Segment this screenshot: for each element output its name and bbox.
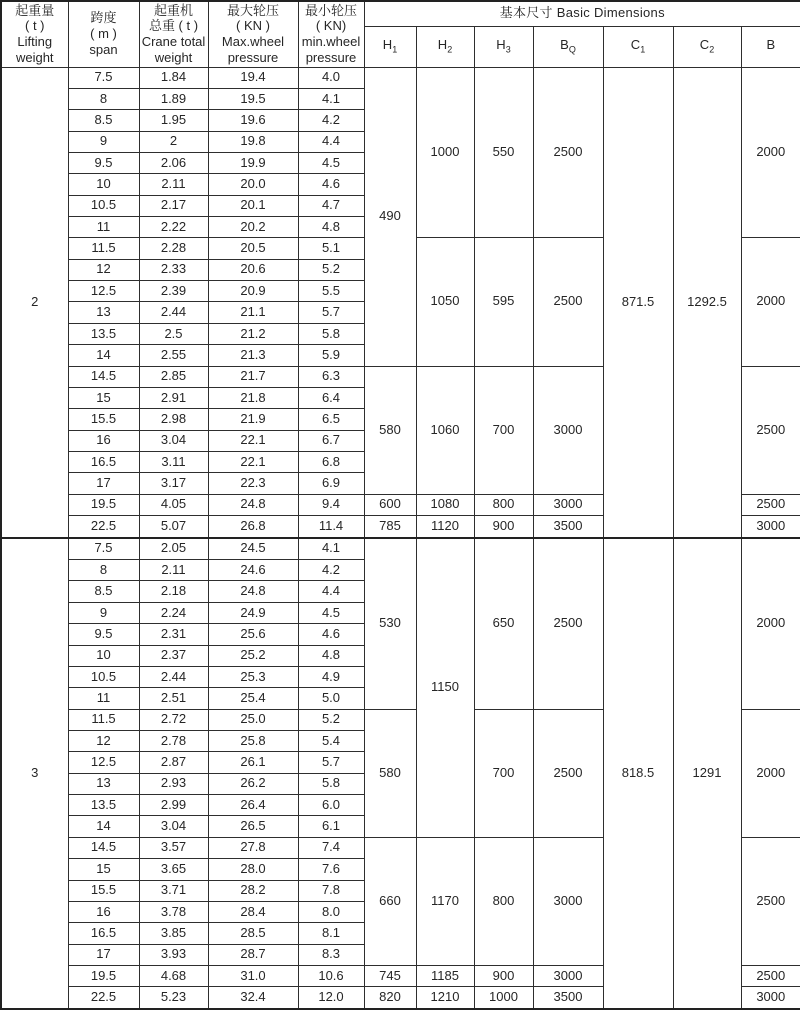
cell-min-wheel-pressure: 5.1 bbox=[298, 238, 364, 259]
cell-span: 9.5 bbox=[68, 152, 139, 173]
cell-max-wheel-pressure: 28.7 bbox=[208, 944, 298, 965]
cell-min-wheel-pressure: 4.2 bbox=[298, 560, 364, 581]
cell-dim-b: 2000 bbox=[741, 538, 800, 710]
cell-crane-total-weight: 2.06 bbox=[139, 152, 208, 173]
cell-crane-total-weight: 1.84 bbox=[139, 67, 208, 88]
cell-crane-total-weight: 2.44 bbox=[139, 666, 208, 687]
header-line: ( KN) bbox=[315, 18, 347, 34]
cell-span: 16 bbox=[68, 430, 139, 451]
cell-max-wheel-pressure: 22.3 bbox=[208, 473, 298, 494]
cell-max-wheel-pressure: 26.5 bbox=[208, 816, 298, 837]
cell-max-wheel-pressure: 20.5 bbox=[208, 238, 298, 259]
header-line: ( t ) bbox=[25, 18, 45, 34]
cell-span: 17 bbox=[68, 473, 139, 494]
header-dim-bq: $B_Q$ bbox=[533, 26, 603, 67]
cell-span: 15 bbox=[68, 859, 139, 880]
cell-max-wheel-pressure: 21.7 bbox=[208, 366, 298, 387]
cell-crane-total-weight: 2.44 bbox=[139, 302, 208, 323]
cell-span: 9 bbox=[68, 602, 139, 623]
header-line: pressure bbox=[227, 50, 279, 66]
cell-crane-total-weight: 2.17 bbox=[139, 195, 208, 216]
cell-min-wheel-pressure: 5.9 bbox=[298, 345, 364, 366]
cell-dim-h3: 800 bbox=[474, 837, 533, 965]
cell-crane-total-weight: 2.22 bbox=[139, 217, 208, 238]
cell-dim-h3: 1000 bbox=[474, 987, 533, 1009]
cell-dim-bq: 3000 bbox=[533, 837, 603, 965]
header-line: weight bbox=[154, 50, 193, 66]
cell-dim-h1: 530 bbox=[364, 538, 416, 710]
cell-min-wheel-pressure: 5.2 bbox=[298, 709, 364, 730]
cell-min-wheel-pressure: 4.0 bbox=[298, 67, 364, 88]
cell-crane-total-weight: 2.24 bbox=[139, 602, 208, 623]
header-max-wheel-pressure bbox=[208, 1, 298, 67]
cell-dim-h2: 1120 bbox=[416, 516, 474, 538]
cell-span: 12.5 bbox=[68, 281, 139, 302]
cell-dim-h2: 1080 bbox=[416, 494, 474, 515]
cell-max-wheel-pressure: 24.8 bbox=[208, 494, 298, 515]
cell-crane-total-weight: 2.33 bbox=[139, 259, 208, 280]
cell-span: 12 bbox=[68, 259, 139, 280]
table-row bbox=[1, 67, 800, 88]
header-dim-c1: $C_1$ bbox=[603, 26, 673, 67]
cell-max-wheel-pressure: 19.6 bbox=[208, 110, 298, 131]
cell-max-wheel-pressure: 25.6 bbox=[208, 624, 298, 645]
cell-dim-bq: 3500 bbox=[533, 516, 603, 538]
cell-crane-total-weight: 2.28 bbox=[139, 238, 208, 259]
cell-max-wheel-pressure: 26.8 bbox=[208, 516, 298, 538]
cell-dim-c2: 1291 bbox=[673, 538, 741, 1009]
cell-crane-total-weight: 2.93 bbox=[139, 773, 208, 794]
cell-span: 7.5 bbox=[68, 538, 139, 560]
cell-min-wheel-pressure: 8.0 bbox=[298, 901, 364, 922]
cell-dim-bq: 3000 bbox=[533, 494, 603, 515]
cell-dim-c1: 818.5 bbox=[603, 538, 673, 1009]
cell-dim-bq: 2500 bbox=[533, 709, 603, 837]
header-crane-total-weight bbox=[139, 1, 208, 67]
cell-span: 13.5 bbox=[68, 795, 139, 816]
cell-min-wheel-pressure: 9.4 bbox=[298, 494, 364, 515]
cell-max-wheel-pressure: 25.3 bbox=[208, 666, 298, 687]
cell-max-wheel-pressure: 26.1 bbox=[208, 752, 298, 773]
cell-min-wheel-pressure: 11.4 bbox=[298, 516, 364, 538]
cell-dim-h2: 1150 bbox=[416, 538, 474, 838]
header-line: 起重量 bbox=[15, 2, 55, 18]
cell-min-wheel-pressure: 6.5 bbox=[298, 409, 364, 430]
cell-max-wheel-pressure: 26.2 bbox=[208, 773, 298, 794]
cell-dim-h1: 660 bbox=[364, 837, 416, 965]
cell-dim-bq: 3000 bbox=[533, 965, 603, 986]
cell-span: 22.5 bbox=[68, 516, 139, 538]
cell-span: 8 bbox=[68, 88, 139, 109]
cell-max-wheel-pressure: 19.5 bbox=[208, 88, 298, 109]
cell-crane-total-weight: 2.5 bbox=[139, 323, 208, 344]
cell-min-wheel-pressure: 7.4 bbox=[298, 837, 364, 858]
cell-dim-b: 2500 bbox=[741, 837, 800, 965]
cell-max-wheel-pressure: 25.8 bbox=[208, 730, 298, 751]
cell-min-wheel-pressure: 5.4 bbox=[298, 730, 364, 751]
cell-crane-total-weight: 2.87 bbox=[139, 752, 208, 773]
cell-span: 19.5 bbox=[68, 965, 139, 986]
cell-min-wheel-pressure: 10.6 bbox=[298, 965, 364, 986]
cell-span: 14.5 bbox=[68, 366, 139, 387]
cell-max-wheel-pressure: 20.2 bbox=[208, 217, 298, 238]
cell-span: 12.5 bbox=[68, 752, 139, 773]
header-line: 最大轮压 bbox=[226, 2, 279, 18]
header-dim-h1: $H_1$ bbox=[364, 26, 416, 67]
header-line: Crane total bbox=[141, 34, 206, 50]
cell-dim-bq: 2500 bbox=[533, 238, 603, 366]
cell-span: 10 bbox=[68, 174, 139, 195]
cell-max-wheel-pressure: 19.4 bbox=[208, 67, 298, 88]
cell-dim-h1: 580 bbox=[364, 709, 416, 837]
cell-max-wheel-pressure: 19.8 bbox=[208, 131, 298, 152]
header-line: ( KN ) bbox=[236, 18, 270, 34]
cell-min-wheel-pressure: 6.3 bbox=[298, 366, 364, 387]
cell-max-wheel-pressure: 31.0 bbox=[208, 965, 298, 986]
cell-crane-total-weight: 2.31 bbox=[139, 624, 208, 645]
cell-min-wheel-pressure: 4.1 bbox=[298, 538, 364, 560]
cell-span: 11 bbox=[68, 217, 139, 238]
cell-crane-total-weight: 1.89 bbox=[139, 88, 208, 109]
cell-dim-h2: 1050 bbox=[416, 238, 474, 366]
cell-crane-total-weight: 5.23 bbox=[139, 987, 208, 1009]
cell-max-wheel-pressure: 24.5 bbox=[208, 538, 298, 560]
cell-min-wheel-pressure: 4.8 bbox=[298, 217, 364, 238]
cell-dim-h3: 900 bbox=[474, 516, 533, 538]
cell-crane-total-weight: 2.39 bbox=[139, 281, 208, 302]
header-line: pressure bbox=[305, 50, 357, 66]
cell-min-wheel-pressure: 4.9 bbox=[298, 666, 364, 687]
cell-crane-total-weight: 4.05 bbox=[139, 494, 208, 515]
cell-lifting-weight: 3 bbox=[1, 538, 68, 1009]
cell-max-wheel-pressure: 28.0 bbox=[208, 859, 298, 880]
header-dim-h3: $H_3$ bbox=[474, 26, 533, 67]
cell-max-wheel-pressure: 21.3 bbox=[208, 345, 298, 366]
cell-dim-h2: 1060 bbox=[416, 366, 474, 494]
cell-max-wheel-pressure: 28.2 bbox=[208, 880, 298, 901]
cell-dim-b: 3000 bbox=[741, 516, 800, 538]
cell-max-wheel-pressure: 22.1 bbox=[208, 430, 298, 451]
cell-dim-h3: 700 bbox=[474, 366, 533, 494]
cell-max-wheel-pressure: 20.9 bbox=[208, 281, 298, 302]
cell-min-wheel-pressure: 6.9 bbox=[298, 473, 364, 494]
header-line: 总重 ( t ) bbox=[148, 18, 199, 34]
cell-dim-bq: 3000 bbox=[533, 366, 603, 494]
cell-span: 15.5 bbox=[68, 880, 139, 901]
cell-max-wheel-pressure: 24.6 bbox=[208, 560, 298, 581]
cell-dim-b: 2500 bbox=[741, 494, 800, 515]
cell-min-wheel-pressure: 4.6 bbox=[298, 174, 364, 195]
header-min-wheel-pressure bbox=[298, 1, 364, 67]
cell-max-wheel-pressure: 19.9 bbox=[208, 152, 298, 173]
header-line: 最小轮压 bbox=[304, 2, 357, 18]
cell-crane-total-weight: 2.51 bbox=[139, 688, 208, 709]
header-lifting-weight bbox=[1, 1, 68, 67]
cell-dim-h2: 1170 bbox=[416, 837, 474, 965]
cell-crane-total-weight: 2.37 bbox=[139, 645, 208, 666]
cell-min-wheel-pressure: 7.6 bbox=[298, 859, 364, 880]
cell-max-wheel-pressure: 28.5 bbox=[208, 923, 298, 944]
header-line: min.wheel bbox=[301, 34, 361, 50]
cell-max-wheel-pressure: 20.6 bbox=[208, 259, 298, 280]
table-body bbox=[1, 67, 800, 1009]
cell-crane-total-weight: 3.17 bbox=[139, 473, 208, 494]
cell-max-wheel-pressure: 32.4 bbox=[208, 987, 298, 1009]
cell-dim-h1: 490 bbox=[364, 67, 416, 366]
cell-crane-total-weight: 2.78 bbox=[139, 730, 208, 751]
cell-span: 13 bbox=[68, 302, 139, 323]
cell-min-wheel-pressure: 4.5 bbox=[298, 602, 364, 623]
cell-span: 15 bbox=[68, 387, 139, 408]
cell-crane-total-weight: 2.11 bbox=[139, 560, 208, 581]
header-basic-dimensions: 基本尺寸 Basic Dimensions bbox=[364, 1, 800, 26]
cell-min-wheel-pressure: 6.0 bbox=[298, 795, 364, 816]
cell-min-wheel-pressure: 5.5 bbox=[298, 281, 364, 302]
header-line: 跨度 bbox=[90, 10, 117, 26]
cell-crane-total-weight: 3.71 bbox=[139, 880, 208, 901]
cell-min-wheel-pressure: 6.7 bbox=[298, 430, 364, 451]
cell-span: 8.5 bbox=[68, 110, 139, 131]
cell-max-wheel-pressure: 26.4 bbox=[208, 795, 298, 816]
cell-min-wheel-pressure: 5.0 bbox=[298, 688, 364, 709]
cell-crane-total-weight: 2.85 bbox=[139, 366, 208, 387]
cell-span: 22.5 bbox=[68, 987, 139, 1009]
cell-min-wheel-pressure: 4.4 bbox=[298, 581, 364, 602]
cell-dim-h3: 550 bbox=[474, 67, 533, 238]
cell-dim-h1: 580 bbox=[364, 366, 416, 494]
cell-span: 16.5 bbox=[68, 923, 139, 944]
cell-crane-total-weight: 3.04 bbox=[139, 816, 208, 837]
cell-max-wheel-pressure: 25.0 bbox=[208, 709, 298, 730]
cell-crane-total-weight: 2.91 bbox=[139, 387, 208, 408]
cell-dim-h1: 785 bbox=[364, 516, 416, 538]
cell-crane-total-weight: 2.55 bbox=[139, 345, 208, 366]
cell-crane-total-weight: 2.05 bbox=[139, 538, 208, 560]
cell-max-wheel-pressure: 24.9 bbox=[208, 602, 298, 623]
header-row-top bbox=[1, 1, 800, 26]
cell-min-wheel-pressure: 4.7 bbox=[298, 195, 364, 216]
cell-span: 8.5 bbox=[68, 581, 139, 602]
cell-span: 10.5 bbox=[68, 666, 139, 687]
cell-max-wheel-pressure: 27.8 bbox=[208, 837, 298, 858]
cell-span: 10.5 bbox=[68, 195, 139, 216]
cell-dim-h3: 650 bbox=[474, 538, 533, 710]
cell-max-wheel-pressure: 22.1 bbox=[208, 451, 298, 472]
cell-max-wheel-pressure: 24.8 bbox=[208, 581, 298, 602]
cell-dim-h3: 900 bbox=[474, 965, 533, 986]
cell-crane-total-weight: 3.04 bbox=[139, 430, 208, 451]
cell-dim-b: 2500 bbox=[741, 965, 800, 986]
cell-min-wheel-pressure: 5.8 bbox=[298, 773, 364, 794]
header-line: span bbox=[89, 42, 118, 58]
cell-span: 9.5 bbox=[68, 624, 139, 645]
cell-crane-total-weight: 3.85 bbox=[139, 923, 208, 944]
cell-dim-h2: 1210 bbox=[416, 987, 474, 1009]
cell-dim-h1: 820 bbox=[364, 987, 416, 1009]
cell-span: 16.5 bbox=[68, 451, 139, 472]
cell-span: 8 bbox=[68, 560, 139, 581]
cell-dim-b: 2000 bbox=[741, 709, 800, 837]
cell-span: 13.5 bbox=[68, 323, 139, 344]
header-line: ( m ) bbox=[90, 26, 117, 42]
cell-dim-bq: 2500 bbox=[533, 538, 603, 710]
cell-min-wheel-pressure: 8.1 bbox=[298, 923, 364, 944]
cell-crane-total-weight: 3.78 bbox=[139, 901, 208, 922]
cell-min-wheel-pressure: 6.4 bbox=[298, 387, 364, 408]
header-dim-c2: $C_2$ bbox=[673, 26, 741, 67]
cell-span: 9 bbox=[68, 131, 139, 152]
cell-span: 11.5 bbox=[68, 709, 139, 730]
cell-dim-bq: 2500 bbox=[533, 67, 603, 238]
cell-dim-c1: 871.5 bbox=[603, 67, 673, 538]
cell-dim-h3: 700 bbox=[474, 709, 533, 837]
table-row bbox=[1, 538, 800, 560]
cell-min-wheel-pressure: 5.7 bbox=[298, 302, 364, 323]
cell-min-wheel-pressure: 8.3 bbox=[298, 944, 364, 965]
header-dim-b: B bbox=[741, 26, 800, 67]
cell-max-wheel-pressure: 21.1 bbox=[208, 302, 298, 323]
cell-dim-b: 2000 bbox=[741, 238, 800, 366]
cell-dim-bq: 3500 bbox=[533, 987, 603, 1009]
cell-span: 19.5 bbox=[68, 494, 139, 515]
cell-span: 11.5 bbox=[68, 238, 139, 259]
cell-crane-total-weight: 4.68 bbox=[139, 965, 208, 986]
cell-min-wheel-pressure: 12.0 bbox=[298, 987, 364, 1009]
cell-min-wheel-pressure: 4.2 bbox=[298, 110, 364, 131]
cell-crane-total-weight: 3.57 bbox=[139, 837, 208, 858]
cell-min-wheel-pressure: 5.2 bbox=[298, 259, 364, 280]
header-line: Max.wheel bbox=[221, 34, 285, 50]
cell-min-wheel-pressure: 6.8 bbox=[298, 451, 364, 472]
cell-span: 12 bbox=[68, 730, 139, 751]
cell-min-wheel-pressure: 5.7 bbox=[298, 752, 364, 773]
cell-span: 16 bbox=[68, 901, 139, 922]
cell-dim-h2: 1185 bbox=[416, 965, 474, 986]
cell-dim-c2: 1292.5 bbox=[673, 67, 741, 538]
cell-dim-h2: 1000 bbox=[416, 67, 474, 238]
cell-span: 14 bbox=[68, 345, 139, 366]
cell-crane-total-weight: 2 bbox=[139, 131, 208, 152]
cell-min-wheel-pressure: 4.5 bbox=[298, 152, 364, 173]
cell-max-wheel-pressure: 20.1 bbox=[208, 195, 298, 216]
cell-max-wheel-pressure: 25.2 bbox=[208, 645, 298, 666]
cell-span: 17 bbox=[68, 944, 139, 965]
cell-crane-total-weight: 2.18 bbox=[139, 581, 208, 602]
cell-dim-h1: 600 bbox=[364, 494, 416, 515]
cell-crane-total-weight: 2.11 bbox=[139, 174, 208, 195]
cell-span: 14 bbox=[68, 816, 139, 837]
cell-min-wheel-pressure: 7.8 bbox=[298, 880, 364, 901]
cell-crane-total-weight: 3.93 bbox=[139, 944, 208, 965]
cell-dim-h1: 745 bbox=[364, 965, 416, 986]
cell-span: 7.5 bbox=[68, 67, 139, 88]
header-dim-h2: $H_2$ bbox=[416, 26, 474, 67]
cell-max-wheel-pressure: 20.0 bbox=[208, 174, 298, 195]
cell-span: 11 bbox=[68, 688, 139, 709]
cell-dim-b: 2500 bbox=[741, 366, 800, 494]
cell-min-wheel-pressure: 4.1 bbox=[298, 88, 364, 109]
cell-crane-total-weight: 2.72 bbox=[139, 709, 208, 730]
cell-max-wheel-pressure: 21.8 bbox=[208, 387, 298, 408]
cell-min-wheel-pressure: 4.6 bbox=[298, 624, 364, 645]
cell-min-wheel-pressure: 6.1 bbox=[298, 816, 364, 837]
header-line: weight bbox=[15, 50, 54, 66]
cell-dim-h3: 800 bbox=[474, 494, 533, 515]
cell-crane-total-weight: 2.98 bbox=[139, 409, 208, 430]
cell-dim-b: 2000 bbox=[741, 67, 800, 238]
cell-min-wheel-pressure: 5.8 bbox=[298, 323, 364, 344]
header-span bbox=[68, 1, 139, 67]
cell-dim-b: 3000 bbox=[741, 987, 800, 1009]
cell-span: 13 bbox=[68, 773, 139, 794]
cell-max-wheel-pressure: 28.4 bbox=[208, 901, 298, 922]
cell-crane-total-weight: 3.65 bbox=[139, 859, 208, 880]
cell-crane-total-weight: 2.99 bbox=[139, 795, 208, 816]
cell-max-wheel-pressure: 25.4 bbox=[208, 688, 298, 709]
cell-span: 15.5 bbox=[68, 409, 139, 430]
cell-lifting-weight: 2 bbox=[1, 67, 68, 538]
header-line: Lifting bbox=[17, 34, 53, 50]
cell-max-wheel-pressure: 21.9 bbox=[208, 409, 298, 430]
cell-dim-h3: 595 bbox=[474, 238, 533, 366]
cell-crane-total-weight: 1.95 bbox=[139, 110, 208, 131]
cell-min-wheel-pressure: 4.4 bbox=[298, 131, 364, 152]
table-header bbox=[1, 1, 800, 67]
cell-max-wheel-pressure: 21.2 bbox=[208, 323, 298, 344]
cell-crane-total-weight: 3.11 bbox=[139, 451, 208, 472]
header-line: 起重机 bbox=[153, 2, 193, 18]
cell-span: 14.5 bbox=[68, 837, 139, 858]
cell-crane-total-weight: 5.07 bbox=[139, 516, 208, 538]
cell-span: 10 bbox=[68, 645, 139, 666]
cell-min-wheel-pressure: 4.8 bbox=[298, 645, 364, 666]
